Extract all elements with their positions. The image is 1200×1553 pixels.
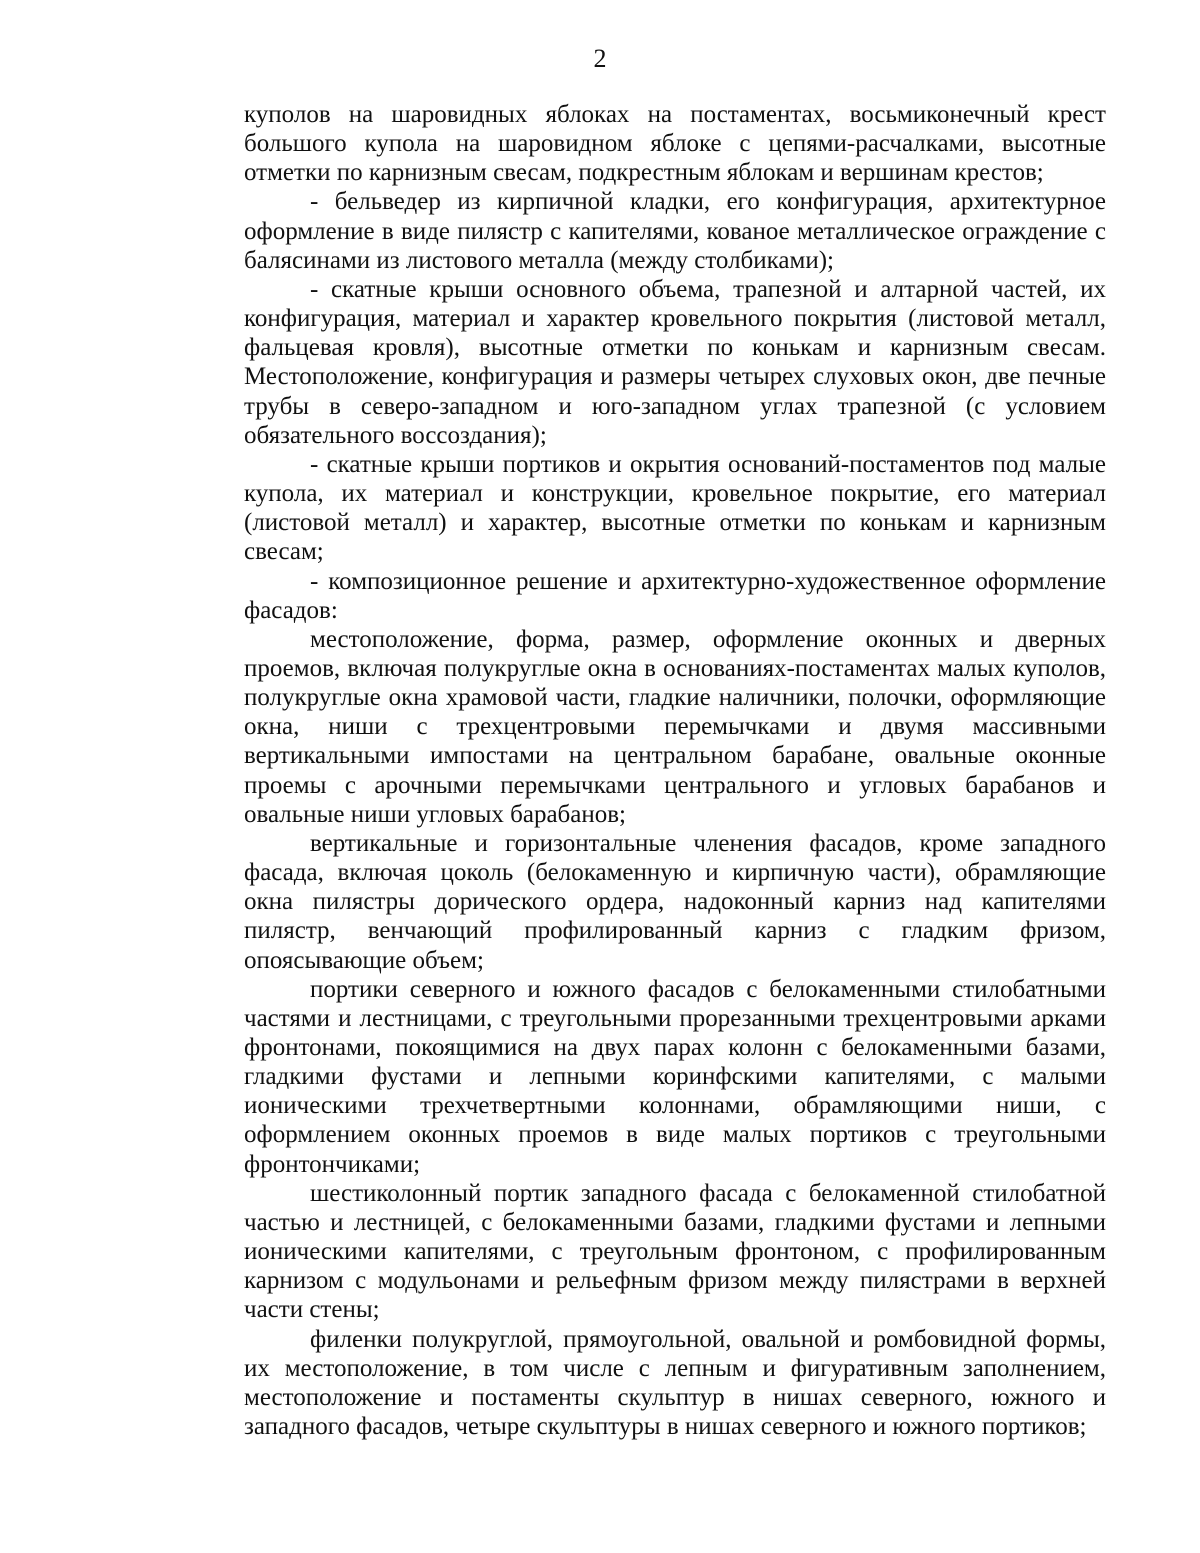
paragraph-6: местоположение, форма, размер, оформление оконных и дверных проемов, включая полукруглые окна в основаниях-постаментах малых куполов, полукруглые окна храмовой части, гладкие наличники, полочки, оформляющие окна, ниши с трехцентровыми перемычками и двумя массивными вертикальными импостами на центральном барабане, овальные оконные проемы с арочными перемычками центрального и угловых барабанов и овальные ниши угловых барабанов; — [244, 625, 1106, 828]
paragraph-7: вертикальные и горизонтальные членения фасадов, кроме западного фасада, включая цоколь (белокаменную и кирпичную части), обрамляющие окна пилястры дорического ордера, надоконный карниз над капителями пилястр, венчающий профилированный карниз с гладким фризом, опоясывающие объем; — [244, 829, 1106, 974]
paragraph-4: - скатные крыши портиков и окрытия оснований-постаментов под малые купола, их материал и конструкции, кровельное покрытие, его материал (листовой металл) и характер, высотные отметки по конькам и карнизным свесам; — [244, 450, 1106, 566]
paragraph-1: куполов на шаровидных яблоках на постаментах, восьмиконечный крест большого купола на шаровидном яблоке с цепями-расчалками, высотные отметки по карнизным свесам, подкрестным яблокам и вершинам крестов; — [244, 101, 1106, 187]
paragraph-3: - скатные крыши основного объема, трапезной и алтарной частей, их конфигурация, материал и характер кровельного покрытия (листовой металл, фальцевая кровля), высотные отметки по конькам и карнизным свесам. Местоположение, конфигурация и размеры четырех слуховых окон, две печные трубы в северо-западном и юго-западном углах трапезной (с условием обязательного воссоздания); — [244, 275, 1106, 449]
paragraph-10: филенки полукруглой, прямоугольной, овальной и ромбовидной формы, их местоположение, в том числе с лепным и фигуративным заполнением, местоположение и постаменты скульптур в нишах северного, южного и западного фасадов, четыре скульптуры в нишах северного и южного портиков; — [244, 1325, 1106, 1441]
document-body — [244, 100, 1106, 1441]
paragraph-5: - композиционное решение и архитектурно-художественное оформление фасадов: — [244, 567, 1106, 624]
paragraph-2: - бельведер из кирпичной кладки, его конфигурация, архитектурное оформление в виде пилястр с капителями, кованое металлическое ограждение с балясинами из листового металла (между столбиками); — [244, 188, 1106, 274]
paragraph-9: шестиколонный портик западного фасада с белокаменной стилобатной частью и лестницей, с белокаменными базами, гладкими фустами и лепными ионическими капителями, с треугольным фронтоном, с профилированным карнизом с модульонами и рельефным фризом между пилястрами в верхней части стены; — [244, 1179, 1106, 1324]
page-number: 2 — [593, 44, 607, 73]
paragraph-8: портики северного и южного фасадов с белокаменными стилобатными частями и лестницами, с треугольными прорезанными трехцентровыми арками фронтонами, покоящимися на двух парах колонн с белокаменными базами, гладкими фустами и лепными коринфскими капителями, с малыми ионическими трехчетвертными колоннами, обрамляющими ниши, с оформлением оконных проемов в виде малых портиков с треугольными фронтончиками; — [244, 975, 1106, 1178]
